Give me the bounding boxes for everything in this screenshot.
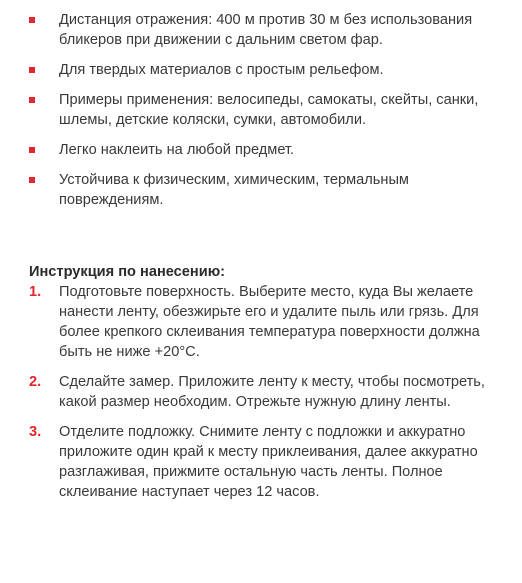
- feature-item: [0, 170, 522, 210]
- step-item: [0, 372, 522, 412]
- feature-item: [0, 140, 522, 160]
- spacer: [0, 220, 522, 262]
- step-item: [0, 282, 522, 362]
- features-list: [0, 10, 522, 210]
- bullet-icon: [29, 17, 35, 23]
- step-number: 1.: [29, 284, 42, 300]
- step-text: Отделите подложку. Снимите ленту с подложки и аккуратно приложите один край к месту приклеивания, далее аккуратно разглаживая, прижмите остальную часть ленты. Полное склеивание наступает через 12 часов.: [59, 424, 478, 500]
- instructions-steps: [0, 282, 522, 502]
- step-number: 2.: [29, 374, 42, 390]
- feature-text: Дистанция отражения: 400 м против 30 м без использования бликеров при движении с дальним светом фар.: [59, 12, 473, 48]
- step-text: Сделайте замер. Приложите ленту к месту, чтобы посмотреть, какой размер необходим. Отрежьте нужную длину ленты.: [59, 374, 485, 410]
- feature-item: [0, 60, 522, 80]
- feature-text: Примеры применения: велосипеды, самокаты, скейты, санки, шлемы, детские коляски, сумки, автомобили.: [59, 92, 479, 128]
- step-number: 3.: [29, 424, 42, 440]
- bullet-icon: [29, 147, 35, 153]
- feature-text: Устойчива к физическим, химическим, термальным повреждениям.: [59, 172, 409, 208]
- feature-text: Легко наклеить на любой предмет.: [59, 142, 295, 158]
- bullet-icon: [29, 97, 35, 103]
- bullet-icon: [29, 67, 35, 73]
- step-text: Подготовьте поверхность. Выберите место, куда Вы желаете нанести ленту, обезжирьте его и удалите пыль или грязь. Для более крепкого склеивания температура поверхности должна быть не ниже +20°C.: [59, 284, 480, 360]
- bullet-icon: [29, 177, 35, 183]
- instructions-title: Инструкция по нанесению:: [29, 264, 226, 280]
- feature-item: [0, 90, 522, 130]
- feature-text: Для твердых материалов с простым рельефом.: [59, 62, 384, 78]
- feature-item: [0, 10, 522, 50]
- step-item: [0, 422, 522, 502]
